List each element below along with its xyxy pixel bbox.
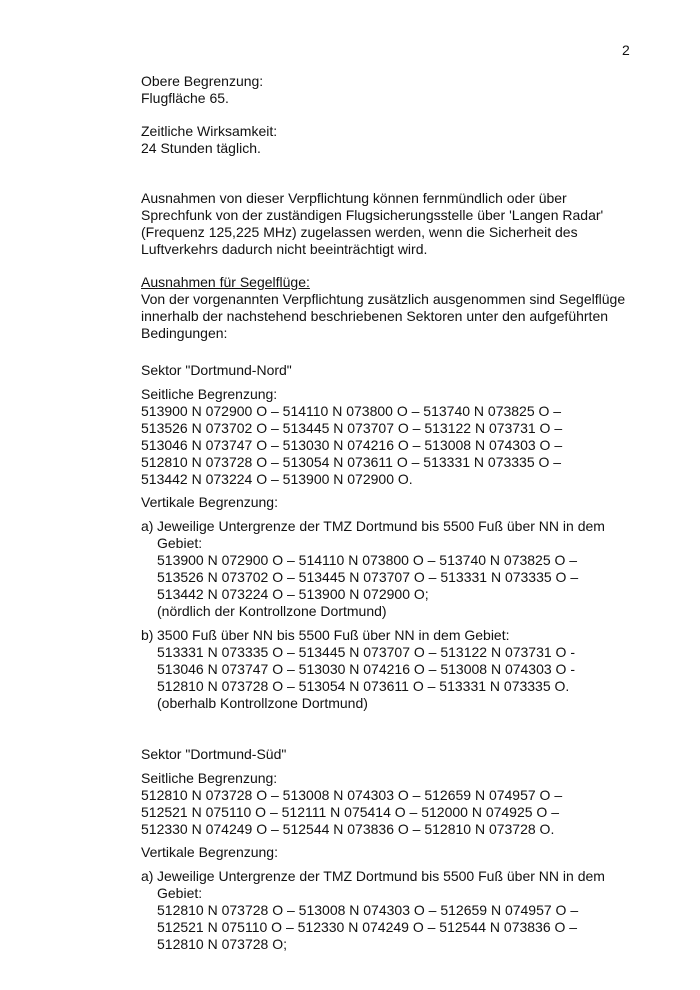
coordinate-line: 512521 N 075110 O – 512330 N 074249 O – 512544 N 073836 O – [157, 919, 578, 935]
glider-exceptions-section [141, 274, 641, 342]
sector-north-item-b [141, 627, 641, 712]
item-line: Gebiet: [157, 535, 203, 551]
exceptions-line: Ausnahmen von dieser Verpflichtung können fernmündlich oder über [141, 190, 567, 206]
item-note: (nördlich der Kontrollzone Dortmund) [157, 603, 387, 619]
document-body [141, 73, 641, 953]
sector-south-title: Sektor "Dortmund-Süd" [141, 746, 287, 762]
glider-exceptions-line: Bedingungen: [141, 325, 228, 341]
sector-north-lateral [141, 386, 641, 488]
coordinate-line: 513442 N 073224 O – 513900 N 072900 O. [141, 471, 413, 487]
time-validity-section [141, 123, 641, 157]
item-note: (oberhalb Kontrollzone Dortmund) [157, 695, 368, 711]
coordinate-line: 513526 N 073702 O – 513445 N 073707 O – 513331 N 073335 O – [157, 569, 579, 585]
coordinate-line: 513442 N 073224 O – 513900 N 072900 O; [157, 586, 429, 602]
sector-south [141, 746, 641, 953]
item-line: Gebiet: [157, 885, 203, 901]
sector-north-vertical [141, 494, 641, 712]
coordinate-line: 512521 N 075110 O – 512111 N 075414 O – 512000 N 074925 O – [141, 804, 559, 820]
coordinate-line: 512810 N 073728 O; [157, 936, 287, 952]
coordinate-line: 512330 N 074249 O – 512544 N 073836 O – 512810 N 073728 O. [141, 821, 555, 837]
lateral-heading: Seitliche Begrenzung: [141, 770, 278, 786]
sector-north-title: Sektor "Dortmund-Nord" [141, 362, 292, 378]
coordinate-line: 513046 N 073747 O – 513030 N 074216 O – 513008 N 074303 O - [157, 661, 575, 677]
sector-south-lateral [141, 770, 641, 838]
item-line: 3500 Fuß über NN bis 5500 Fuß über NN in dem Gebiet: [157, 627, 510, 643]
upper-limit-section [141, 73, 641, 107]
vertical-heading: Vertikale Begrenzung: [141, 494, 278, 510]
sector-north [141, 362, 641, 712]
upper-limit-heading: Obere Begrenzung: [141, 73, 264, 89]
time-validity-heading: Zeitliche Wirksamkeit: [141, 123, 278, 139]
coordinate-line: 513046 N 073747 O – 513030 N 074216 O – 513008 N 074303 O – [141, 437, 563, 453]
item-line: Jeweilige Untergrenze der TMZ Dortmund bis 5500 Fuß über NN in dem [157, 868, 605, 884]
list-marker: a) [141, 868, 154, 884]
coordinate-line: 512810 N 073728 O – 513008 N 074303 O – 512659 N 074957 O – [141, 787, 563, 803]
lateral-heading: Seitliche Begrenzung: [141, 386, 278, 402]
exceptions-line: Luftverkehrs dadurch nicht beeinträchtigt wird. [141, 241, 428, 257]
vertical-heading: Vertikale Begrenzung: [141, 844, 278, 860]
exceptions-paragraph [141, 190, 641, 258]
item-line: Jeweilige Untergrenze der TMZ Dortmund bis 5500 Fuß über NN in dem [157, 518, 605, 534]
exceptions-line: Sprechfunk von der zuständigen Flugsicherungsstelle über 'Langen Radar' [141, 207, 604, 223]
upper-limit-value: Flugfläche 65. [141, 90, 229, 106]
coordinate-line: 512810 N 073728 O – 513008 N 074303 O – 512659 N 074957 O – [157, 902, 579, 918]
glider-exceptions-line: Von der vorgenannten Verpflichtung zusätzlich ausgenommen sind Segelflüge [141, 291, 626, 307]
coordinate-line: 512810 N 073728 O – 513054 N 073611 O – 513331 N 073335 O. [157, 678, 570, 694]
sector-north-item-a [141, 518, 641, 620]
page-number: 2 [622, 42, 630, 58]
list-marker: a) [141, 518, 154, 534]
coordinate-line: 512810 N 073728 O – 513054 N 073611 O – 513331 N 073335 O – [141, 454, 562, 470]
coordinate-line: 513331 N 073335 O – 513445 N 073707 O – 513122 N 073731 O - [157, 644, 575, 660]
time-validity-value: 24 Stunden täglich. [141, 140, 261, 156]
list-marker: b) [141, 627, 154, 643]
glider-exceptions-heading: Ausnahmen für Segelflüge: [141, 274, 310, 290]
glider-exceptions-line: innerhalb der nachstehend beschriebenen Sektoren unter den aufgeführten [141, 308, 609, 324]
sector-south-item-a [141, 868, 641, 953]
coordinate-line: 513526 N 073702 O – 513445 N 073707 O – 513122 N 073731 O – [141, 420, 563, 436]
sector-south-vertical [141, 844, 641, 953]
coordinate-line: 513900 N 072900 O – 514110 N 073800 O – 513740 N 073825 O – [141, 403, 562, 419]
exceptions-line: (Frequenz 125,225 MHz) zugelassen werden, wenn die Sicherheit des [141, 224, 578, 240]
coordinate-line: 513900 N 072900 O – 514110 N 073800 O – 513740 N 073825 O – [157, 552, 578, 568]
